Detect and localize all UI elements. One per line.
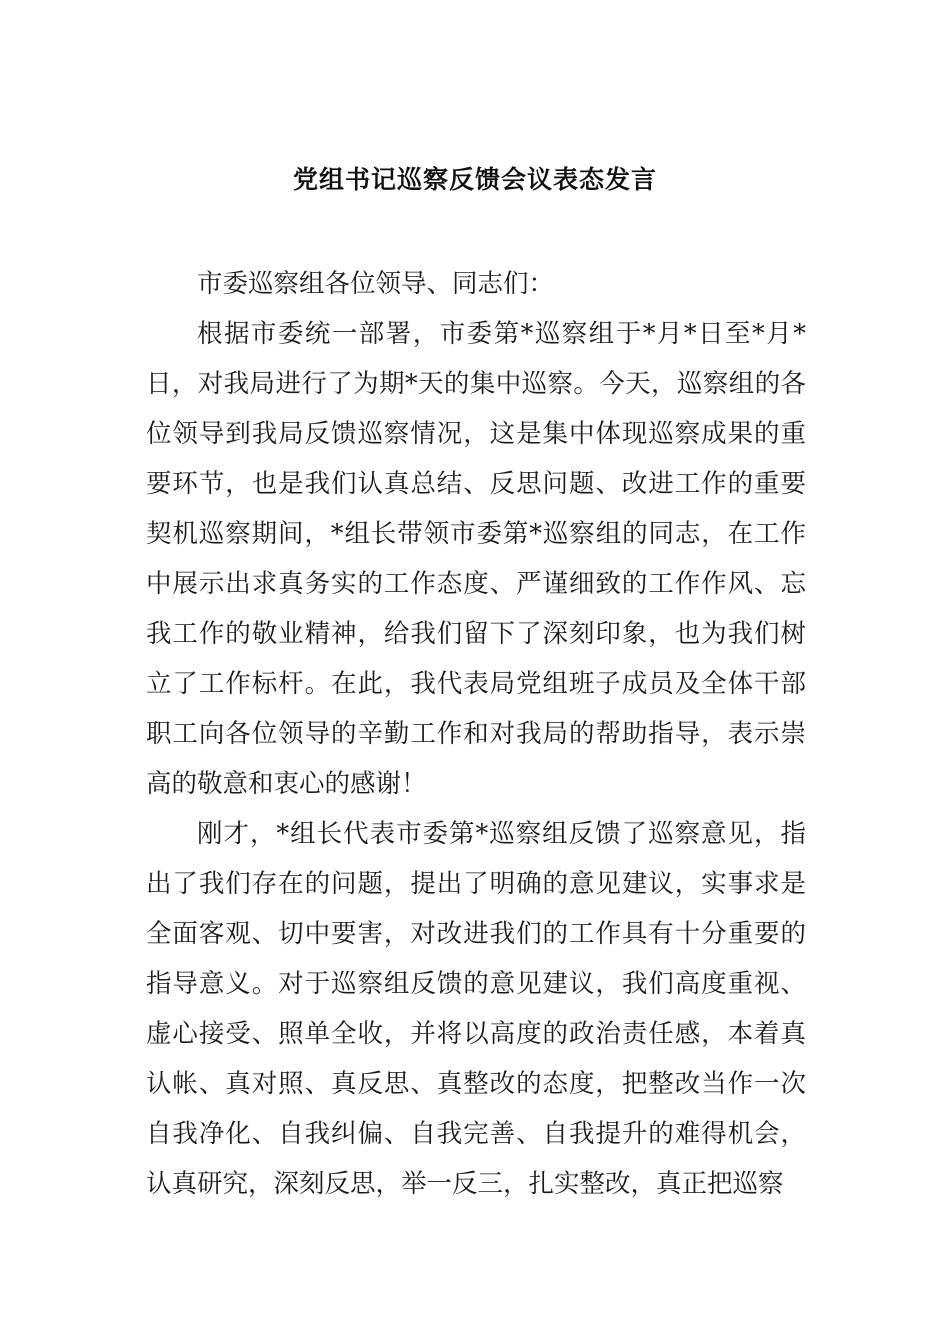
- paragraph-2: 刚才，*组长代表市委第*巡察组反馈了巡察意见，指出了我们存在的问题，提出了明确的意见建议，实事求是全面客观、切中要害，对改进我们的工作具有十分重要的指导意义。对于巡察组反馈的意见建议，我们高度重视、虚心接受、照单全收，并将以高度的政治责任感，本着真认帐、真对照、真反思、真整改的态度，把整改当作一次自我净化、自我纠偏、自我完善、自我提升的难得机会，认真研究，深刻反思，举一反三，扎实整改，真正把巡察: [146, 819, 806, 1199]
- document-title: 党组书记巡察反馈会议表态发言: [292, 165, 657, 194]
- document-body: [146, 259, 806, 1209]
- salutation: 市委巡察组各位领导、同志们：: [197, 269, 555, 299]
- paragraph-1: 根据市委统一部署，市委第*巡察组于*月*日至*月*日，对我局进行了为期*天的集中巡察。今天，巡察组的各位领导到我局反馈巡察情况，这是集中体现巡察成果的重要环节，也是我们认真总结、反思问题、改进工作的重要契机巡察期间，*组长带领市委第*巡察组的同志，在工作中展示出求真务实的工作态度、严谨细致的工作作风、忘我工作的敬业精神，给我们留下了深刻印象，也为我们树立了工作标杆。在此，我代表局党组班子成员及全体干部职工向各位领导的辛勤工作和对我局的帮助指导，表示崇高的敬意和衷心的感谢！: [146, 319, 806, 799]
